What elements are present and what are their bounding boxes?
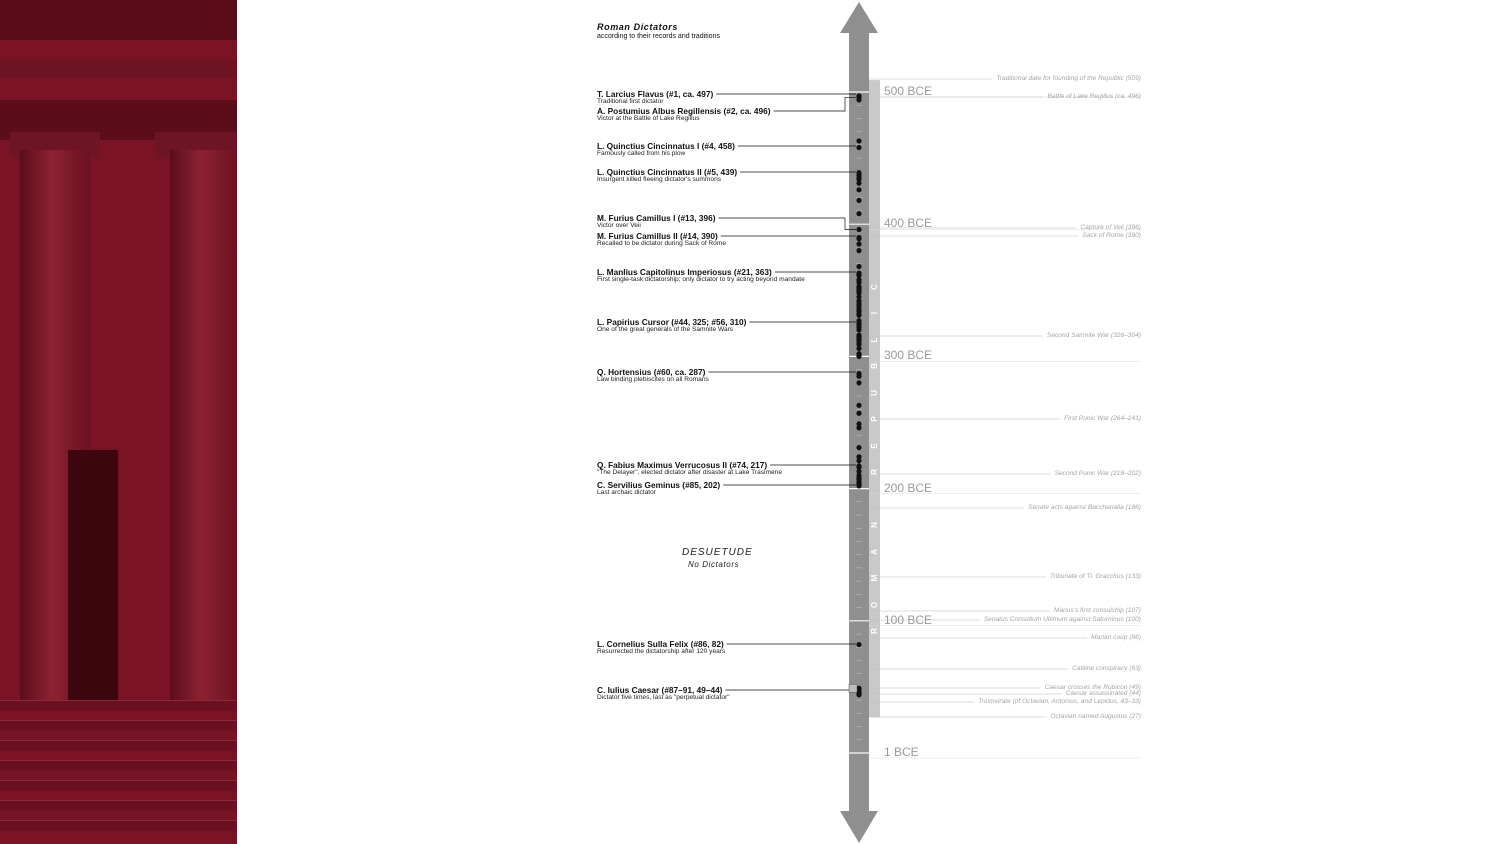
dictatorship-dot	[856, 380, 861, 385]
event-label: Senate acts against Bacchanalia (186)	[1028, 504, 1141, 511]
era-label-letter: B	[870, 363, 879, 370]
event-label: Second Punic War (218–202)	[1054, 470, 1141, 477]
era-label-letter: A	[870, 549, 879, 555]
century-label: 200 BCE	[884, 480, 933, 495]
dictator-name: L. Quinctius Cincinnatus I (#4, 458)	[597, 141, 735, 151]
era-label-letter: U	[870, 390, 879, 396]
dictatorship-dot	[856, 138, 861, 143]
dictator-name: M. Furius Camillus II (#14, 390)	[597, 231, 718, 241]
event-label: Marius's first consulship (107)	[1053, 607, 1141, 614]
event-label: Battle of Lake Regillus (ca. 496)	[1047, 93, 1141, 100]
event-label: Tribunate of Ti. Gracchus (133)	[1049, 573, 1141, 580]
dictator-description: Traditional first dictator	[597, 98, 664, 105]
century-label: 1 BCE	[884, 745, 919, 759]
dictatorship-dot	[856, 181, 861, 186]
dictator-name: Q. Hortensius (#60, ca. 287)	[597, 367, 706, 377]
dictatorship-dot	[856, 97, 861, 102]
dictatorship-dot	[856, 458, 861, 463]
event-label: Capture of Veii (396)	[1080, 224, 1141, 231]
dictatorship-dot	[856, 313, 861, 318]
dictatorship-dot	[856, 236, 861, 241]
dictatorship-dot	[856, 425, 861, 430]
era-label-letter: L	[870, 337, 879, 343]
dictatorship-dot	[856, 445, 861, 450]
republic-era-band	[869, 80, 880, 717]
event-label: Triumvirate (of Octavian, Antonius, and Lepidus, 43–33)	[978, 698, 1141, 705]
dictator-description: Victor at the Battle of Lake Regillus	[597, 115, 700, 122]
dictator-description: Last archaic dictator	[597, 489, 657, 496]
timeline-arrow-down-icon	[840, 811, 878, 843]
dictatorship-dot	[856, 198, 861, 203]
dictatorship-dot	[856, 327, 861, 332]
dictatorship-dot	[856, 374, 861, 379]
dictatorship-dot	[856, 241, 861, 246]
dictator-name: M. Furius Camillus I (#13, 396)	[597, 213, 716, 223]
dictatorship-dot	[856, 211, 861, 216]
event-label: Traditional date for founding of the Republic (509)	[996, 75, 1141, 82]
event-label: Senatus Consultum Ultimum against Saturninus (100)	[983, 616, 1141, 623]
dictatorship-dot	[856, 403, 861, 408]
dictatorship-dot	[856, 145, 861, 150]
century-label: 500 BCE	[884, 84, 933, 98]
event-label: Caesar crosses the Rubicon (49)	[1044, 684, 1141, 691]
dictator-description: Resurrected the dictatorship after 120 years	[597, 648, 726, 655]
dictator-name: C. Iulius Caesar (#87–91, 49–44)	[597, 685, 723, 695]
desuetude-title: DESUETUDE	[682, 547, 753, 558]
dictatorship-dot	[856, 692, 861, 697]
event-label: Second Samnite War (326–304)	[1046, 332, 1141, 339]
dictator-description: One of the great generals of the Samnite Wars	[597, 326, 734, 333]
century-label: 100 BCE	[884, 612, 933, 627]
dictator-name: A. Postumius Albus Regillensis (#2, ca. 496)	[597, 106, 771, 116]
era-label-letter: C	[870, 284, 879, 290]
era-label-letter: M	[870, 575, 879, 582]
dictator-description: Dictator five times, last as "perpetual dictator"	[597, 694, 730, 701]
dictator-description: Insurgent killed fleeing dictator's summons	[597, 176, 722, 183]
dictatorship-dot	[856, 227, 861, 232]
dictator-description: Victor over Veii	[597, 222, 641, 229]
dictator-connector	[774, 97, 856, 111]
event-label: Marian coup (86)	[1091, 634, 1141, 641]
event-label: Sack of Rome (390)	[1082, 232, 1141, 239]
dictator-description: Recalled to be dictator during Sack of Rome	[597, 240, 727, 247]
event-label: Caesar assassinated (44)	[1065, 690, 1141, 697]
dictator-name: L. Papirius Cursor (#44, 325; #56, 310)	[597, 317, 747, 327]
page-title: Roman Dictators	[597, 22, 679, 32]
dictatorship-dot	[856, 346, 861, 351]
dictatorship-dot	[856, 187, 861, 192]
dictator-description: Law binding plebiscites on all Romans	[597, 376, 709, 383]
dictatorship-dot	[856, 483, 861, 488]
dictator-name: L. Cornelius Sulla Felix (#86, 82)	[597, 639, 724, 649]
era-label-letter: P	[870, 416, 879, 423]
era-label-letter: O	[870, 601, 879, 609]
era-label-letter: R	[870, 628, 879, 635]
dictator-name: L. Manlius Capitolinus Imperiosus (#21, 363)	[597, 267, 772, 277]
timeline-arrow-up-icon	[840, 2, 878, 33]
dictatorship-dot	[856, 411, 861, 416]
dictator-connector	[719, 218, 857, 229]
era-label-letter: N	[870, 522, 879, 529]
century-label: 400 BCE	[884, 216, 933, 231]
dictator-description: Famously called from his plow	[597, 150, 686, 157]
dictator-name: T. Larcius Flavus (#1, ca. 497)	[597, 89, 714, 99]
era-label-letter: E	[870, 443, 879, 449]
dictatorship-dot	[856, 354, 861, 359]
dictator-name: L. Quinctius Cincinnatus II (#5, 439)	[597, 167, 738, 177]
century-label: 300 BCE	[884, 348, 933, 363]
dictator-description: First single-task dictatorship; only dictator to try acting beyond mandate	[597, 276, 805, 283]
caesar-marker	[849, 684, 857, 692]
event-label: Catiline conspiracy (63)	[1072, 665, 1141, 672]
event-label: Octavian named Augustus (27)	[1050, 713, 1141, 720]
dictator-name: C. Servilius Geminus (#85, 202)	[597, 480, 721, 490]
dictator-description: "The Delayer", elected dictator after disaster at Lake Trasimene	[597, 469, 782, 476]
era-label-letter: R	[870, 469, 879, 476]
event-label: First Punic War (264–241)	[1064, 415, 1141, 422]
dictatorship-dot	[856, 642, 861, 647]
dictator-name: Q. Fabius Maximus Verrucosus II (#74, 217)	[597, 460, 768, 470]
era-label-letter: I	[870, 312, 879, 315]
page-subtitle: according to their records and traditions	[597, 33, 720, 40]
desuetude-subtitle: No Dictators	[688, 560, 740, 569]
dictatorship-dot	[856, 264, 861, 269]
dictatorship-dot	[856, 248, 861, 253]
